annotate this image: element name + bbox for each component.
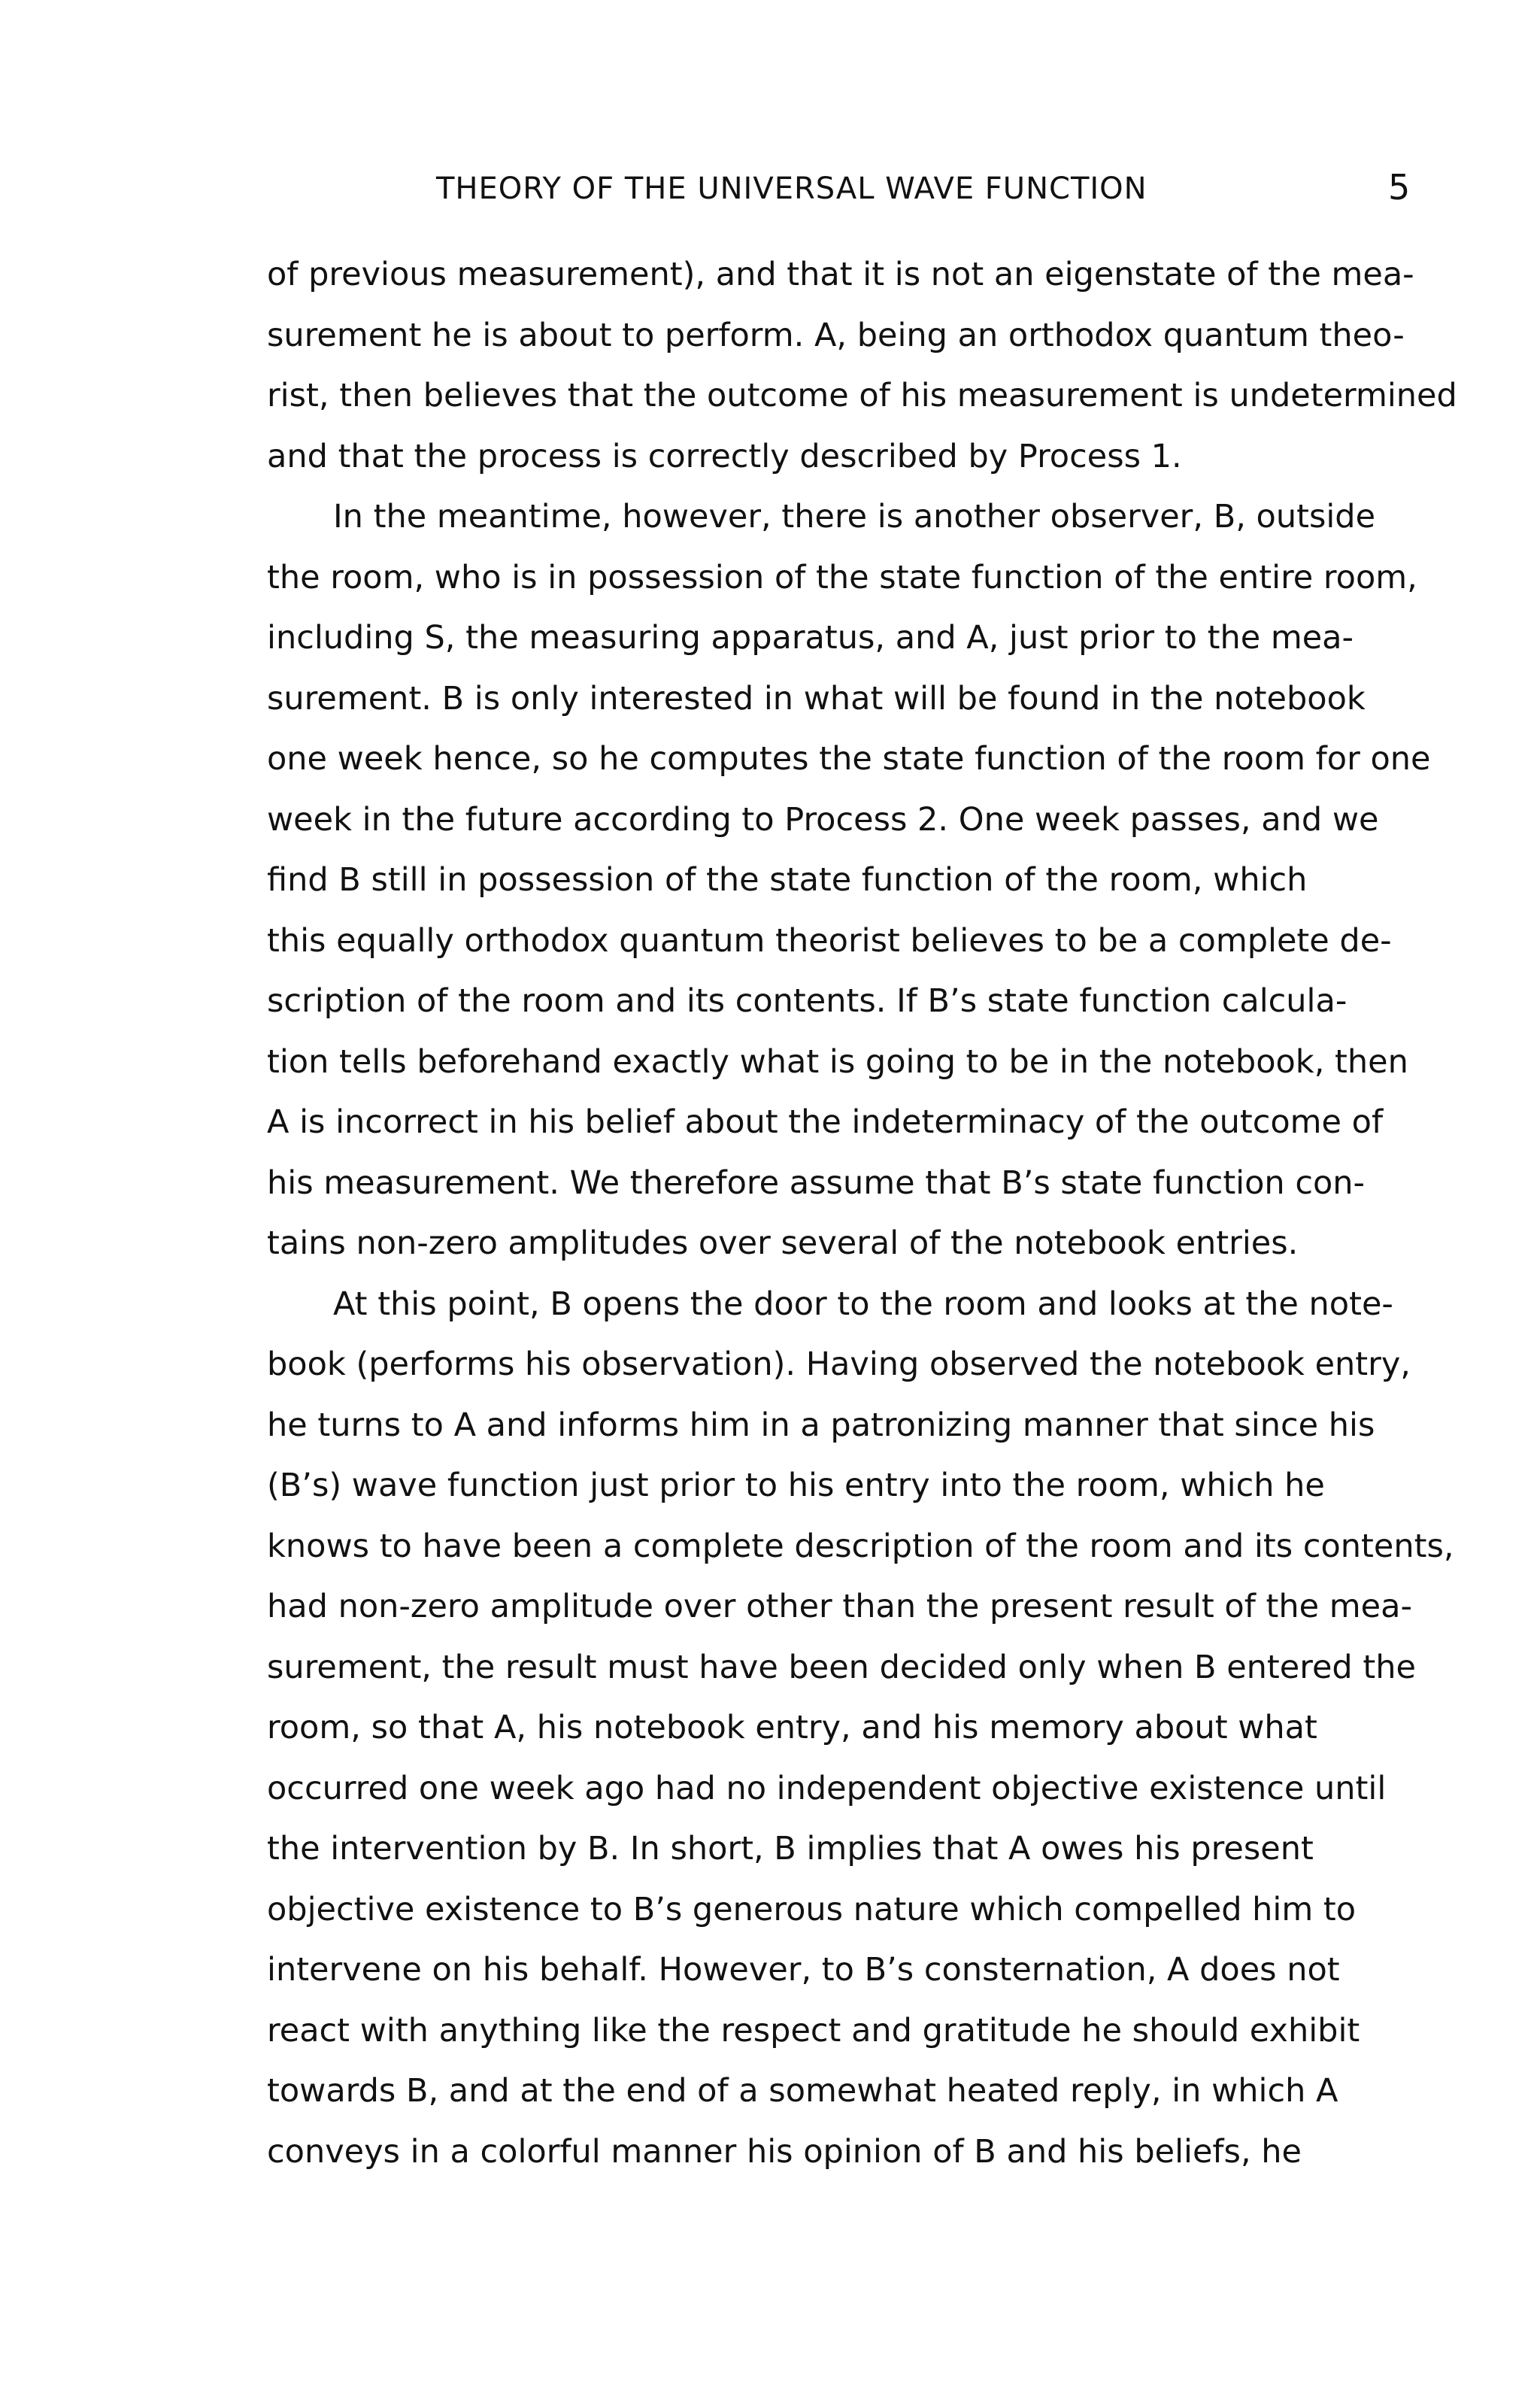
- text-line: of previous measurement), and that it is not an eigenstate of the mea-: [267, 256, 1414, 293]
- text-line: including S, the measuring apparatus, and A, just prior to the mea-: [267, 619, 1354, 657]
- text-line: conveys in a colorful manner his opinion of B and his beliefs, he: [267, 2132, 1302, 2171]
- text-line: scription of the room and its contents. If B’s state function calcula-: [267, 982, 1348, 1020]
- text-line: week in the future according to Process 2. One week passes, and we: [267, 800, 1379, 839]
- text-line: react with anything like the respect and gratitude he should exhibit: [267, 2011, 1360, 2050]
- text-line: his measurement. We therefore assume that B’s state function con-: [267, 1164, 1366, 1202]
- text-line: book (performs his observation). Having observed the notebook entry,: [267, 1346, 1411, 1383]
- text-line: the intervention by B. In short, B implies that A owes his present: [267, 1830, 1314, 1867]
- text-line: surement, the result must have been decided only when B entered the: [267, 1648, 1416, 1686]
- text-line: At this point, B opens the door to the room and looks at the note-: [333, 1285, 1393, 1323]
- body-text: [267, 244, 1470, 2182]
- text-line: intervene on his behalf. However, to B’s consternation, A does not: [267, 1951, 1340, 1989]
- text-line: had non-zero amplitude over other than the present result of the mea-: [267, 1588, 1412, 1625]
- text-line: surement he is about to perform. A, being an orthodox quantum theo-: [267, 316, 1405, 354]
- text-line: and that the process is correctly described by Process 1.: [267, 437, 1182, 475]
- text-line: occurred one week ago had no independent objective existence until: [267, 1769, 1387, 1807]
- text-line: room, so that A, his notebook entry, and his memory about what: [267, 1709, 1317, 1746]
- running-header-title: THEORY OF THE UNIVERSAL WAVE FUNCTION: [436, 171, 1147, 206]
- text-line: surement. B is only interested in what will be found in the notebook: [267, 679, 1366, 718]
- text-line: knows to have been a complete description of the room and its contents,: [267, 1527, 1454, 1565]
- text-line: In the meantime, however, there is another observer, B, outside: [333, 498, 1376, 536]
- text-line: (B’s) wave function just prior to his entry into the room, which he: [267, 1467, 1325, 1504]
- text-line: the room, who is in possession of the state function of the entire room,: [267, 558, 1417, 596]
- text-line: one week hence, so he computes the state function of the room for one: [267, 740, 1431, 778]
- text-line: tion tells beforehand exactly what is going to be in the notebook, then: [267, 1042, 1408, 1081]
- text-line: rist, then believes that the outcome of his measurement is undetermined: [267, 377, 1457, 414]
- text-line: A is incorrect in his belief about the indeterminacy of the outcome of: [267, 1103, 1384, 1141]
- text-line: towards B, and at the end of a somewhat heated reply, in which A: [267, 2072, 1338, 2110]
- text-line: find B still in possession of the state function of the room, which: [267, 861, 1308, 899]
- text-line: he turns to A and informs him in a patronizing manner that since his: [267, 1406, 1375, 1444]
- text-line: tains non-zero amplitudes over several of the notebook entries.: [267, 1224, 1299, 1262]
- text-line: this equally orthodox quantum theorist believes to be a complete de-: [267, 921, 1392, 960]
- page-number: 5: [1388, 167, 1411, 208]
- text-line: objective existence to B’s generous nature which compelled him to: [267, 1890, 1357, 1928]
